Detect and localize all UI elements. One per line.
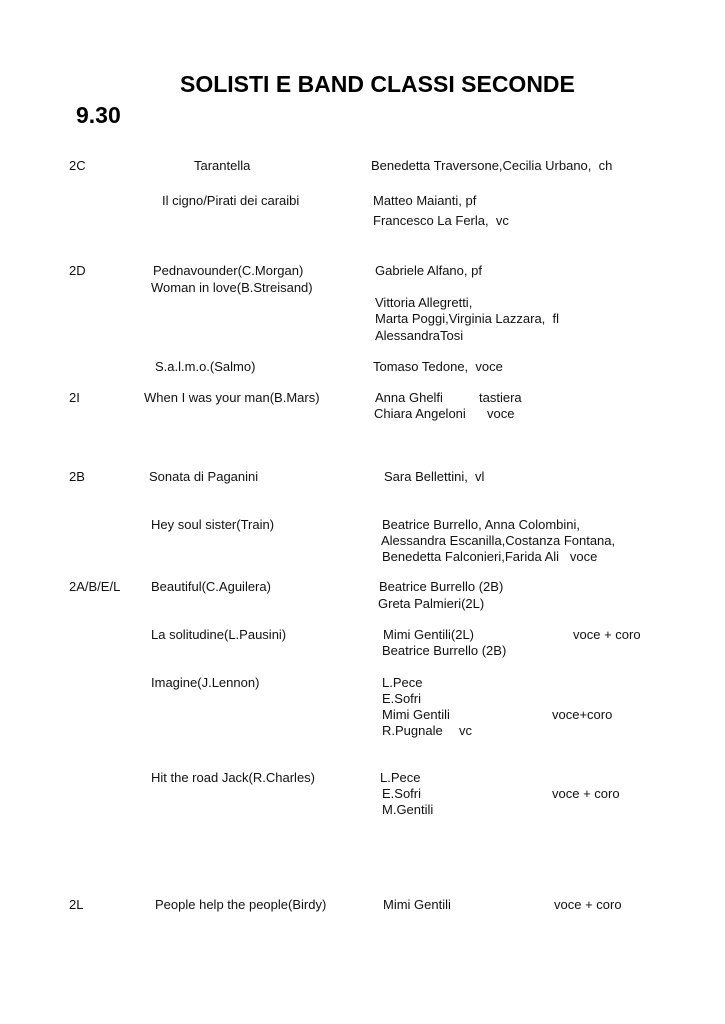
performer: Beatrice Burrello, Anna Colombini, (382, 517, 580, 532)
song-title: Hey soul sister(Train) (151, 517, 275, 532)
performer: Anna Ghelfi (375, 390, 443, 405)
performer: R.Pugnale (382, 723, 443, 738)
performer: Mimi Gentili (383, 897, 451, 912)
performer: E.Sofri (382, 786, 422, 801)
performer: Tomaso Tedone, voce (373, 359, 503, 374)
role: vc (459, 723, 472, 738)
song-title: When I was your man(B.Mars) (144, 390, 320, 405)
song-title: Woman in love(B.Streisand) (151, 280, 313, 295)
performer: E.Sofri (382, 691, 422, 706)
performer: Beatrice Burrello (2B) (379, 579, 504, 594)
song-title: Il cigno/Pirati dei caraibi (162, 193, 300, 208)
role: voce (487, 406, 515, 421)
performer: Mimi Gentili(2L) (383, 627, 475, 642)
role: voce + coro (552, 786, 620, 801)
performer: M.Gentili (382, 802, 434, 817)
performer: Benedetta Falconieri,Farida Ali voce (382, 549, 598, 564)
song-title: La solitudine(L.Pausini) (151, 627, 287, 642)
performer: AlessandraTosi (375, 328, 464, 343)
role: voce + coro (573, 627, 641, 642)
song-title: Tarantella (194, 158, 251, 173)
song-title: Hit the road Jack(R.Charles) (151, 770, 315, 785)
class-label: 2C (69, 158, 86, 173)
start-time: 9.30 (76, 102, 121, 128)
performer: L.Pece (382, 675, 423, 690)
performer: Francesco La Ferla, vc (373, 213, 509, 228)
performer: Gabriele Alfano, pf (375, 263, 482, 278)
song-title: Pednavounder(C.Morgan) (153, 263, 304, 278)
performer: Alessandra Escanilla,Costanza Fontana, (381, 533, 616, 548)
performer: Marta Poggi,Virginia Lazzara, fl (375, 311, 560, 326)
class-label: 2I (69, 390, 80, 405)
song-title: S.a.l.m.o.(Salmo) (155, 359, 256, 374)
role: voce + coro (554, 897, 622, 912)
performer: Beatrice Burrello (2B) (382, 643, 507, 658)
role: voce+coro (552, 707, 613, 722)
song-title: Beautiful(C.Aguilera) (151, 579, 271, 594)
song-title: People help the people(Birdy) (155, 897, 327, 912)
performer: Chiara Angeloni (374, 406, 466, 421)
class-label: 2D (69, 263, 86, 278)
class-label: 2B (69, 469, 85, 484)
performer: Vittoria Allegretti, (375, 295, 473, 310)
performer: Greta Palmieri(2L) (378, 596, 485, 611)
page-title: SOLISTI E BAND CLASSI SECONDE (180, 71, 575, 97)
class-label: 2L (69, 897, 84, 912)
performer: L.Pece (380, 770, 421, 785)
performer: Sara Bellettini, vl (384, 469, 485, 484)
performer: Matteo Maianti, pf (373, 193, 477, 208)
class-label: 2A/B/E/L (69, 579, 121, 594)
performer: Mimi Gentili (382, 707, 450, 722)
role: tastiera (479, 390, 522, 405)
performer: Benedetta Traversone,Cecilia Urbano, ch (371, 158, 613, 173)
song-title: Imagine(J.Lennon) (151, 675, 260, 690)
song-title: Sonata di Paganini (149, 469, 259, 484)
